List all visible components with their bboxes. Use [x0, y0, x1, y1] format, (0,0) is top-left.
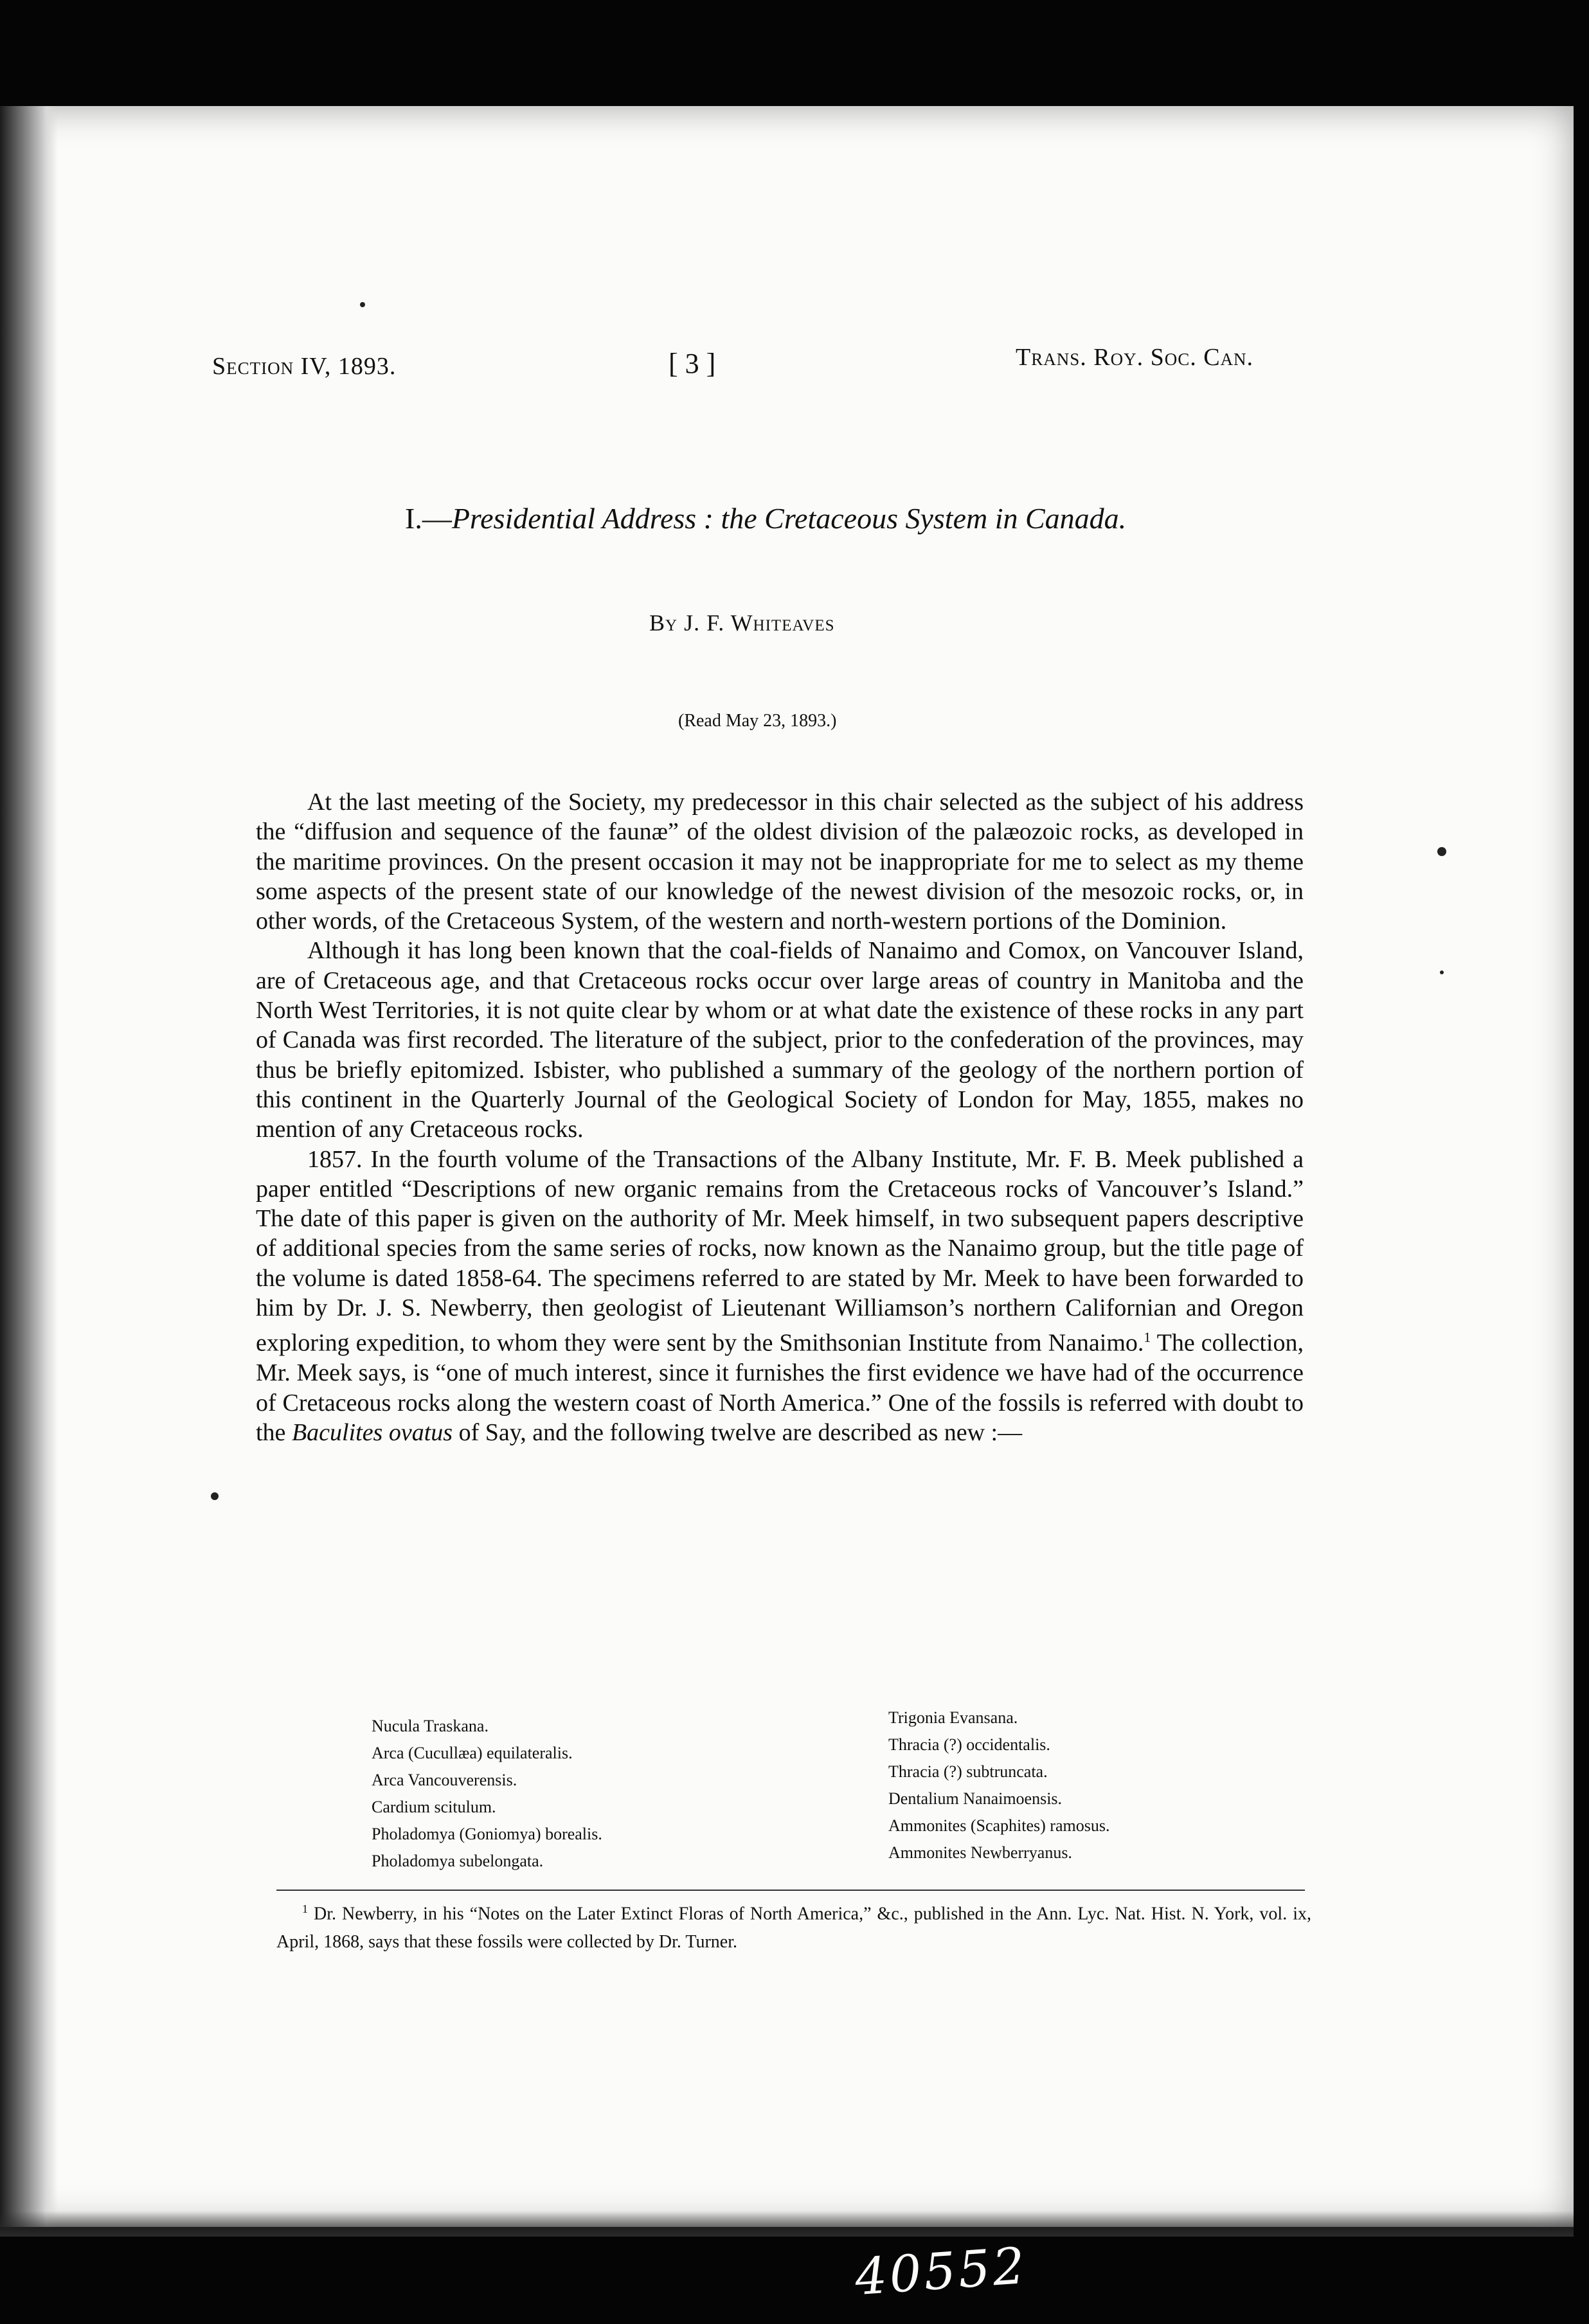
paragraph: Although it has long been known that the coal-fields of Nanaimo and Comox, on Vancouver Island, are of Cretaceous age, and that Cretaceous rocks occur over large areas of country in Manitoba and the North West Territories, it is not quite clear by whom or at what date the existence of these rocks in any part of Canada was first recorded. The literature of the subject, prior to the confederation of the provinces, may thus be briefly epitomized. Isbister, who published a summary of the geology of the northern portion of this continent in the Quarterly Journal of the Geological Society of London for May, 1855, makes no mention of any Cretaceous rocks.: [256, 937, 1304, 1143]
species-item: Arca Vancouverensis.: [372, 1771, 517, 1789]
species-item: Arca (Cucullæa) equilateralis.: [372, 1744, 573, 1762]
read-date: (Read May 23, 1893.): [678, 711, 837, 731]
scan-speck: [360, 302, 365, 307]
page-number: [ 3 ]: [669, 348, 716, 379]
running-header-section: Section IV, 1893.: [212, 353, 397, 380]
species-item: Nucula Traskana.: [372, 1717, 489, 1735]
species-item: Ammonites (Scaphites) ramosus.: [888, 1816, 1110, 1835]
footnote-reference: 1: [1144, 1329, 1151, 1346]
footnote: [276, 1895, 1311, 1956]
article-title: [405, 501, 1208, 535]
footnote-divider: [276, 1890, 1305, 1891]
taxon-name: Baculites ovatus: [291, 1418, 453, 1446]
paragraph: [256, 1145, 1304, 1448]
species-item: Thracia (?) occidentalis.: [888, 1735, 1050, 1754]
species-item: Dentalium Nanaimoensis.: [888, 1789, 1063, 1808]
paragraph: At the last meeting of the Society, my predecessor in this chair selected as the subject of his address the “diffusion and sequence of the faunæ” of the oldest division of the palæozoic rocks, as developed in the maritime provinces. On the present occasion it may not be inappropriate for me to select as my theme some aspects of the present state of our knowledge of the newest division of the mesozoic rocks, or, in other words, of the Cretaceous System, of the western and north-western portions of the Dominion.: [256, 789, 1304, 935]
species-item: Cardium scitulum.: [372, 1798, 496, 1816]
paragraph-text: of Say, and the following twelve are described as new :—: [453, 1418, 1023, 1446]
species-item: Pholadomya (Goniomya) borealis.: [372, 1825, 602, 1843]
species-item: Trigonia Evansana.: [888, 1708, 1018, 1727]
running-header-journal: Trans. Roy. Soc. Can.: [1016, 344, 1254, 371]
page-bottom-shadow: [0, 2211, 1574, 2237]
footnote-text: Dr. Newberry, in his “Notes on the Later Extinct Floras of North America,” &c., published in the Ann. Lyc. Nat. Hist. N. York, vol. ix, April, 1868, says that these fossils were collected by Dr. Turner.: [276, 1904, 1311, 1953]
scan-speck: [1437, 847, 1446, 856]
article-number: I.—: [405, 502, 452, 535]
species-list-left: [372, 1713, 602, 1875]
page-left-shadow: [0, 106, 58, 2227]
body-text: [256, 787, 1304, 1447]
paragraph-text: The collection, Mr. Meek says, is “one of much interest, since it furnishes the first evidence we have had of the occurrence of Cretaceous rocks along the western coast of North America.” One of the fossils is referred with doubt to the: [256, 1330, 1304, 1446]
species-item: Thracia (?) subtruncata.: [888, 1762, 1048, 1781]
paragraph-text: 1857. In the fourth volume of the Transactions of the Albany Institute, Mr. F. B. Meek published a paper entitled “Descriptions of new organic remains from the Cretaceous rocks of Vancouver’s Island.” The date of this paper is given on the authority of Mr. Meek himself, in two subsequent papers descriptive of additional species from the same series of rocks, now known as the Nanaimo group, but the title page of the volume is dated 1858-64. The specimens referred to are stated by Mr. Meek to have been forwarded to him by Dr. J. S. Newberry, then geologist of Lieutenant Williamson’s northern Californian and Oregon exploring expedition, to whom they were sent by the Smithsonian Institute from Nanaimo.: [256, 1145, 1304, 1357]
scan-speck: [211, 1492, 219, 1500]
author-byline: By J. F. Whiteaves: [649, 610, 835, 636]
scan-speck: [1440, 970, 1444, 974]
species-list-right: [888, 1704, 1109, 1866]
species-item: Pholadomya subelongata.: [372, 1852, 544, 1870]
handwritten-accession-number: 40552: [853, 2237, 1029, 2307]
footnote-marker: 1: [302, 1902, 308, 1915]
species-item: Ammonites Newberryanus.: [888, 1843, 1072, 1862]
article-title-text: Presidential Address : the Cretaceous System in Canada.: [451, 502, 1127, 535]
